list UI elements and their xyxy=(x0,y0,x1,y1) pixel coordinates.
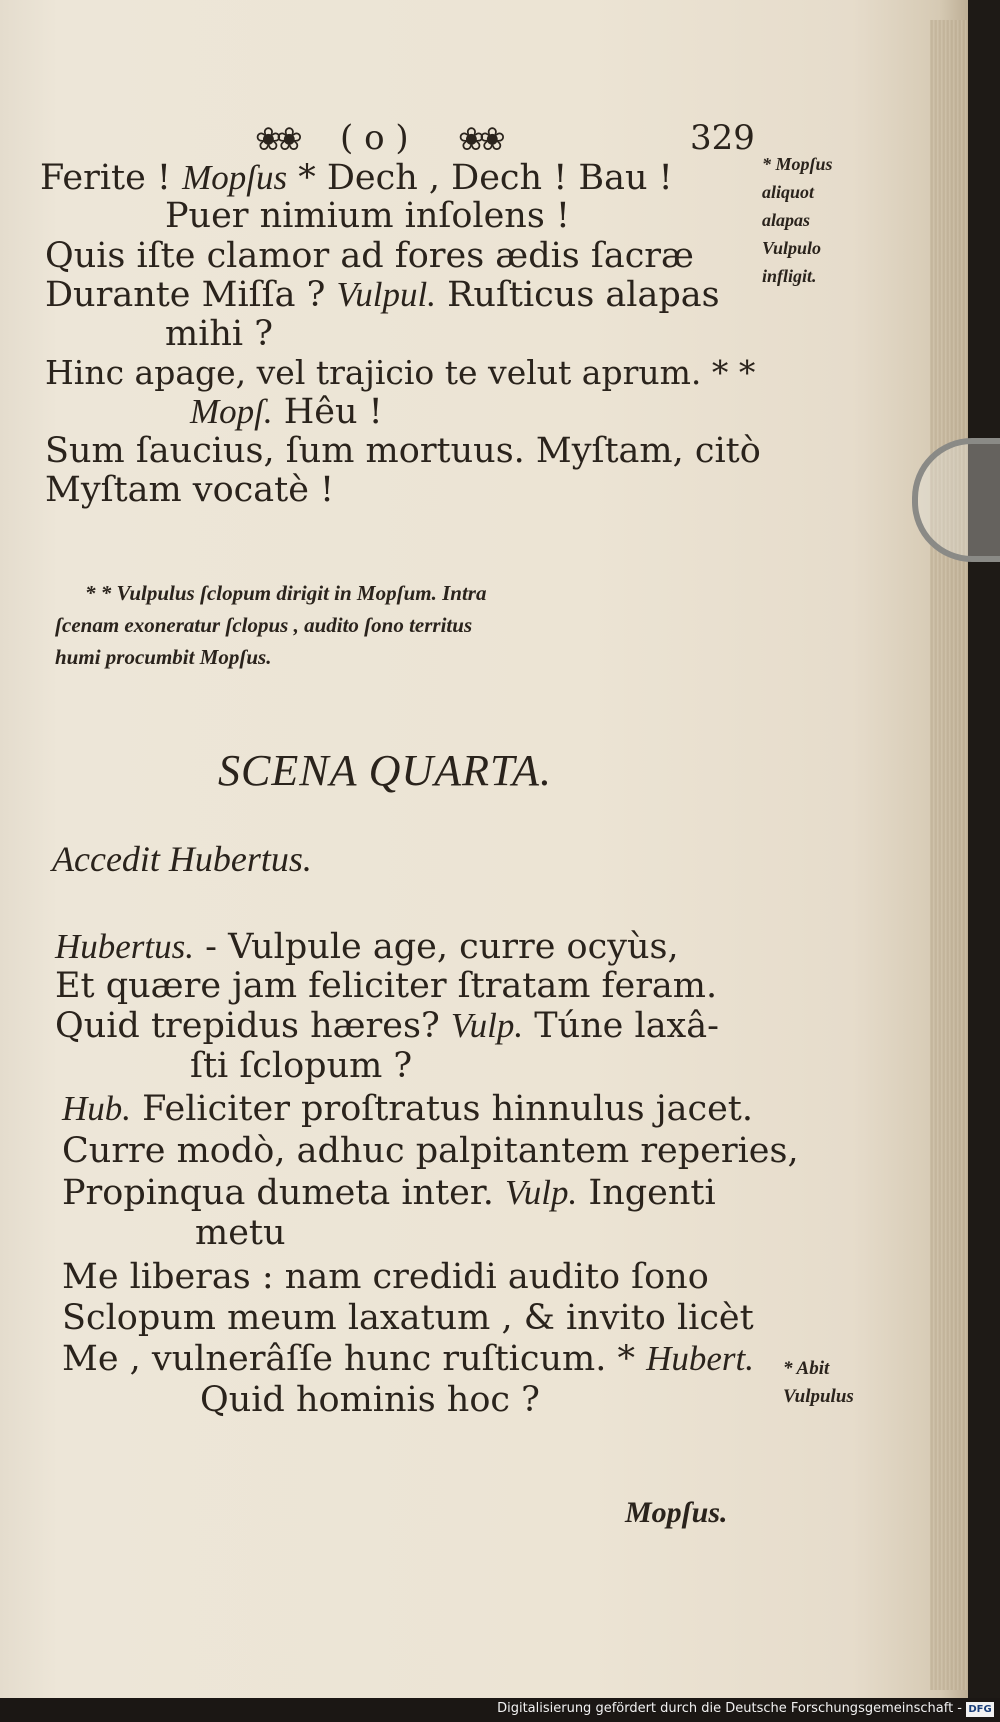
line-text: Me , vulnerâſſe hunc ruſticum. * xyxy=(62,1339,647,1379)
line-text: Hêu ! xyxy=(272,392,383,432)
dialogue-line: Et quære jam feliciter ſtratam feram. xyxy=(55,966,718,1006)
line-text: Ingenti xyxy=(577,1173,716,1213)
footer-bar xyxy=(0,1698,1000,1722)
scene-title: SCENA QUARTA. xyxy=(218,746,553,795)
line-text: Túne laxâ- xyxy=(523,1006,719,1046)
dfg-logo: DFG xyxy=(966,1702,994,1717)
speaker-label: Mopſ. xyxy=(190,392,273,431)
line-text: Propinqua dumeta inter. xyxy=(62,1173,505,1213)
footnote-line: humi procumbit Mopſus. xyxy=(55,645,272,669)
header-ornament-right: ❀❀ xyxy=(458,120,500,158)
line-text: Feliciter proſtratus hinnulus jacet. xyxy=(131,1089,753,1129)
verse-line: Hinc apage, vel trajicio te velut aprum. * * xyxy=(45,353,756,392)
line-text: Ferite ! xyxy=(40,158,183,198)
dialogue-line xyxy=(55,927,679,967)
header-ornament-left: ❀❀ xyxy=(255,120,297,158)
verse-line: Quis iſte clamor ad fores ædis ſacræ xyxy=(45,236,694,276)
verse-line: mihi ? xyxy=(165,314,274,354)
speaker-label: Mopſus xyxy=(182,158,288,197)
dialogue-line: Curre modò, adhuc palpitantem reperies, xyxy=(62,1131,799,1171)
speaker-label: Hub. xyxy=(62,1089,132,1128)
footnote-line: * * Vulpulus ſclopum dirigit in Mopſum. Intra xyxy=(85,581,487,605)
line-text: - Vulpule age, curre ocyùs, xyxy=(194,927,679,967)
verse-line xyxy=(40,158,673,198)
line-text: Durante Miſſa ? xyxy=(45,275,337,315)
dialogue-line: Me liberas : nam credidi audito ſono xyxy=(62,1257,709,1297)
dialogue-line xyxy=(55,1006,719,1046)
header-paren-text: ( o ) xyxy=(340,118,409,158)
line-text: Quid trepidus hæres? xyxy=(55,1006,451,1046)
speaker-label: Vulpul. xyxy=(336,275,436,314)
speaker-label: Hubert. xyxy=(646,1339,754,1378)
margin-note-mopsus: * Mopſus aliquot alapas Vulpulo infligit. xyxy=(762,154,833,286)
dialogue-line xyxy=(62,1173,716,1213)
verse-line: Myſtam vocatè ! xyxy=(45,470,335,510)
stage-direction: Accedit Hubertus. xyxy=(52,839,312,879)
footnote-line: ſcenam exoneratur ſclopus , audito ſono territus xyxy=(55,613,473,637)
dialogue-line: Sclopum meum laxatum , & invito licèt xyxy=(62,1298,754,1338)
verse-line xyxy=(190,392,383,432)
speaker-label: Vulp. xyxy=(505,1173,578,1212)
dialogue-line: metu xyxy=(195,1213,286,1253)
verse-line: Puer nimium inſolens ! xyxy=(165,196,570,236)
speaker-label: Hubertus. xyxy=(55,927,195,966)
verse-line: Sum ſaucius, ſum mortuus. Myſtam, citò xyxy=(45,431,761,471)
dialogue-line xyxy=(62,1339,754,1379)
running-header xyxy=(255,118,755,158)
verse-line xyxy=(45,275,720,315)
catchword: Mopſus. xyxy=(625,1496,728,1529)
speaker-label: Vulp. xyxy=(450,1006,524,1045)
page-number: 329 xyxy=(690,118,755,158)
dialogue-line: ſti ſclopum ? xyxy=(190,1046,413,1086)
dialogue-line xyxy=(62,1089,753,1129)
line-text: Ruſticus alapas xyxy=(435,275,720,315)
line-text: * Dech , Dech ! Bau ! xyxy=(287,158,673,198)
page-fore-edge xyxy=(930,20,968,1690)
margin-note-abit: * Abit Vulpulus xyxy=(783,1358,854,1407)
footer-credit: Digitalisierung gefördert durch die Deutsche Forschungsgemeinschaft - xyxy=(497,1701,962,1716)
dialogue-line: Quid hominis hoc ? xyxy=(200,1380,540,1420)
